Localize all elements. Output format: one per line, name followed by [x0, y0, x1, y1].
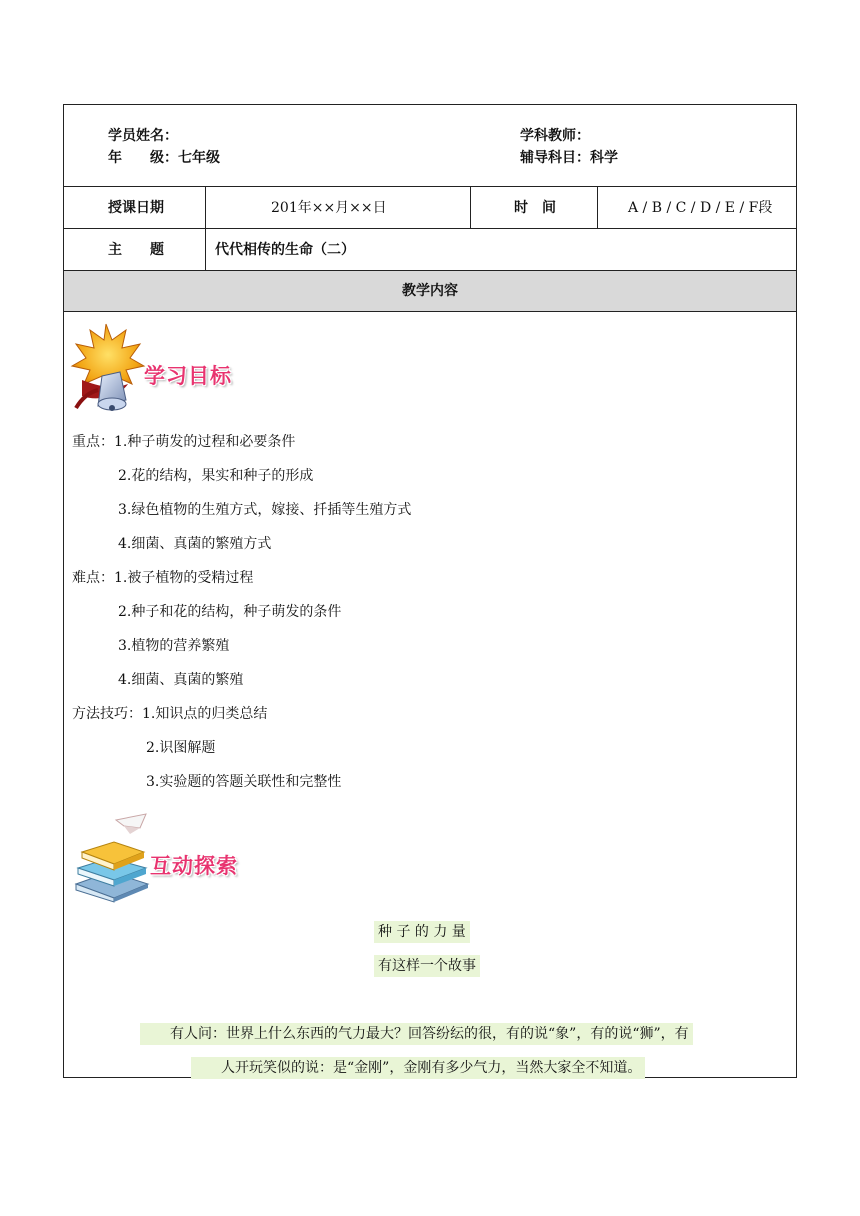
- method-item: 3.实验题的答题关联性和完整性: [146, 774, 342, 790]
- topic-label: 主 题: [108, 242, 164, 258]
- lesson-plan-table: [63, 104, 797, 1078]
- time-value: A / B / C / D / E / F段: [628, 200, 773, 216]
- story-title: 种 子 的 力 量: [374, 921, 470, 943]
- goals-banner: [68, 320, 248, 418]
- key-point-item: 4.细菌、真菌的繁殖方式: [118, 536, 272, 552]
- cell-divider: [597, 187, 598, 228]
- difficult-point-item: 4.细菌、真菌的繁殖: [118, 672, 244, 688]
- subject-label: 辅导科目：科学: [520, 150, 618, 166]
- cell-divider: [205, 187, 206, 228]
- explore-banner: [70, 812, 250, 907]
- maple-leaf-bell-icon: [68, 320, 148, 418]
- grade-label: 年 级：七年级: [108, 150, 220, 166]
- section-header-row: [64, 271, 796, 312]
- student-name-label: 学员姓名：: [108, 128, 178, 144]
- date-label: 授课日期: [108, 200, 164, 216]
- key-point-item: 3.绿色植物的生殖方式，嫁接、扦插等生殖方式: [118, 502, 412, 518]
- teacher-label: 学科教师：: [520, 128, 590, 144]
- key-point-item: 2.花的结构，果实和种子的形成: [118, 468, 314, 484]
- cell-divider: [470, 187, 471, 228]
- schedule-row: [64, 187, 796, 229]
- section-header: 教学内容: [402, 283, 458, 299]
- difficult-point-item: 3.植物的营养繁殖: [118, 638, 230, 654]
- difficult-point-item: 2.种子和花的结构，种子萌发的条件: [118, 604, 342, 620]
- content-area: [64, 312, 796, 1077]
- story-subtitle: 有这样一个故事: [374, 955, 480, 977]
- difficult-point-item: 难点：1.被子植物的受精过程: [72, 570, 254, 586]
- books-icon: [70, 812, 154, 904]
- story-paragraph-line: 人开玩笑似的说：是“金刚”，金刚有多少气力，当然大家全不知道。: [191, 1057, 645, 1079]
- student-info-row: [64, 105, 796, 187]
- time-label: 时 间: [514, 200, 556, 216]
- story-paragraph-line: 有人问：世界上什么东西的气力最大？回答纷纭的很，有的说“象”，有的说“狮”，有: [140, 1023, 693, 1045]
- topic-row: [64, 229, 796, 271]
- explore-banner-text: 互动探索: [150, 854, 238, 878]
- topic-value: 代代相传的生命（二）: [215, 242, 355, 258]
- date-value: 201年××月××日: [271, 200, 387, 216]
- method-item: 方法技巧：1.知识点的归类总结: [72, 706, 268, 722]
- cell-divider: [205, 229, 206, 270]
- key-point-item: 重点：1.种子萌发的过程和必要条件: [72, 434, 296, 450]
- method-item: 2.识图解题: [146, 740, 216, 756]
- goals-banner-text: 学习目标: [144, 364, 232, 388]
